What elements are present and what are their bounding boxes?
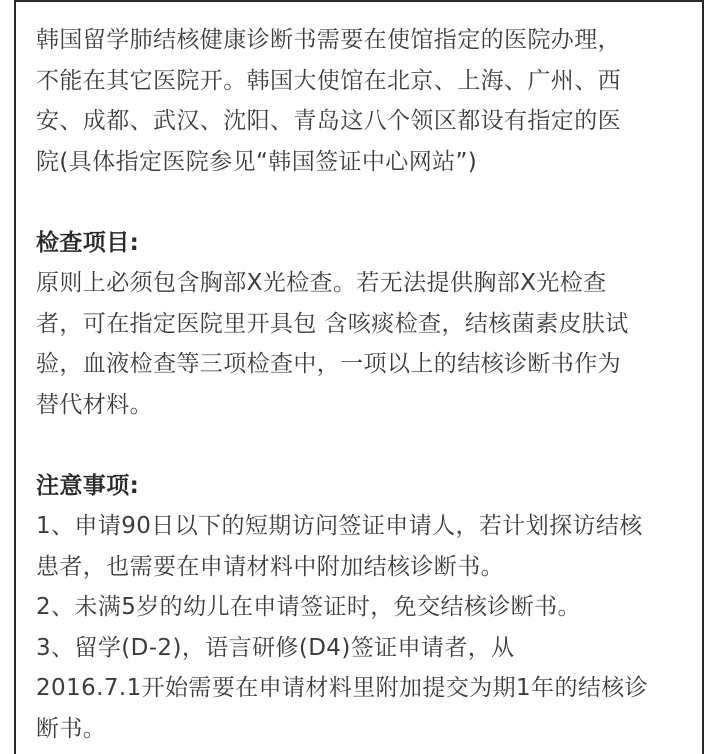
exam-line: 者，可在指定医院里开具包 含咳痰检查，结核菌素皮肤试 xyxy=(36,310,629,337)
exam-line: 替代材料。 xyxy=(36,391,153,418)
article-content xyxy=(36,20,688,749)
intro-line: 不能在其它医院开。韩国大使馆在北京、上海、广州、西 xyxy=(36,67,621,94)
exam-heading: 检查项目: xyxy=(36,229,140,256)
notes-line: 2016.7.1开始需要在申请材料里附加提交为期1年的结核诊 xyxy=(36,675,649,701)
notes-line: 1、申请90日以下的短期访问签证申请人，若计划探访结核 xyxy=(36,513,643,539)
article-frame xyxy=(14,0,704,754)
intro-line: 安、成都、武汉、沈阳、青岛这八个领区都设有指定的医 xyxy=(36,108,621,134)
intro-line: 院(具体指定医院参见“韩国签证中心网站”) xyxy=(36,148,478,175)
paragraph-gap xyxy=(36,425,688,466)
exam-paragraph xyxy=(36,263,688,425)
notes-line: 断书。 xyxy=(36,715,107,742)
paragraph-gap xyxy=(36,182,688,223)
notes-line: 2、未满5岁的幼儿在申请签证时，免交结核诊断书。 xyxy=(36,594,581,620)
intro-line: 韩国留学肺结核健康诊断书需要在使馆指定的医院办理， xyxy=(36,27,621,53)
notes-line: 3、留学(D-2)，语言研修(D4)签证申请者，从 xyxy=(36,634,515,661)
notes-heading: 注意事项: xyxy=(36,472,140,499)
notes-line: 患者，也需要在申请材料中附加结核诊断书。 xyxy=(36,553,504,580)
notes-paragraph xyxy=(36,506,688,749)
exam-line: 验，血液检查等三项检查中，一项以上的结核诊断书作为 xyxy=(36,351,621,377)
exam-line: 原则上必须包含胸部X光检查。若无法提供胸部X光检查 xyxy=(36,270,607,296)
intro-paragraph xyxy=(36,20,688,182)
